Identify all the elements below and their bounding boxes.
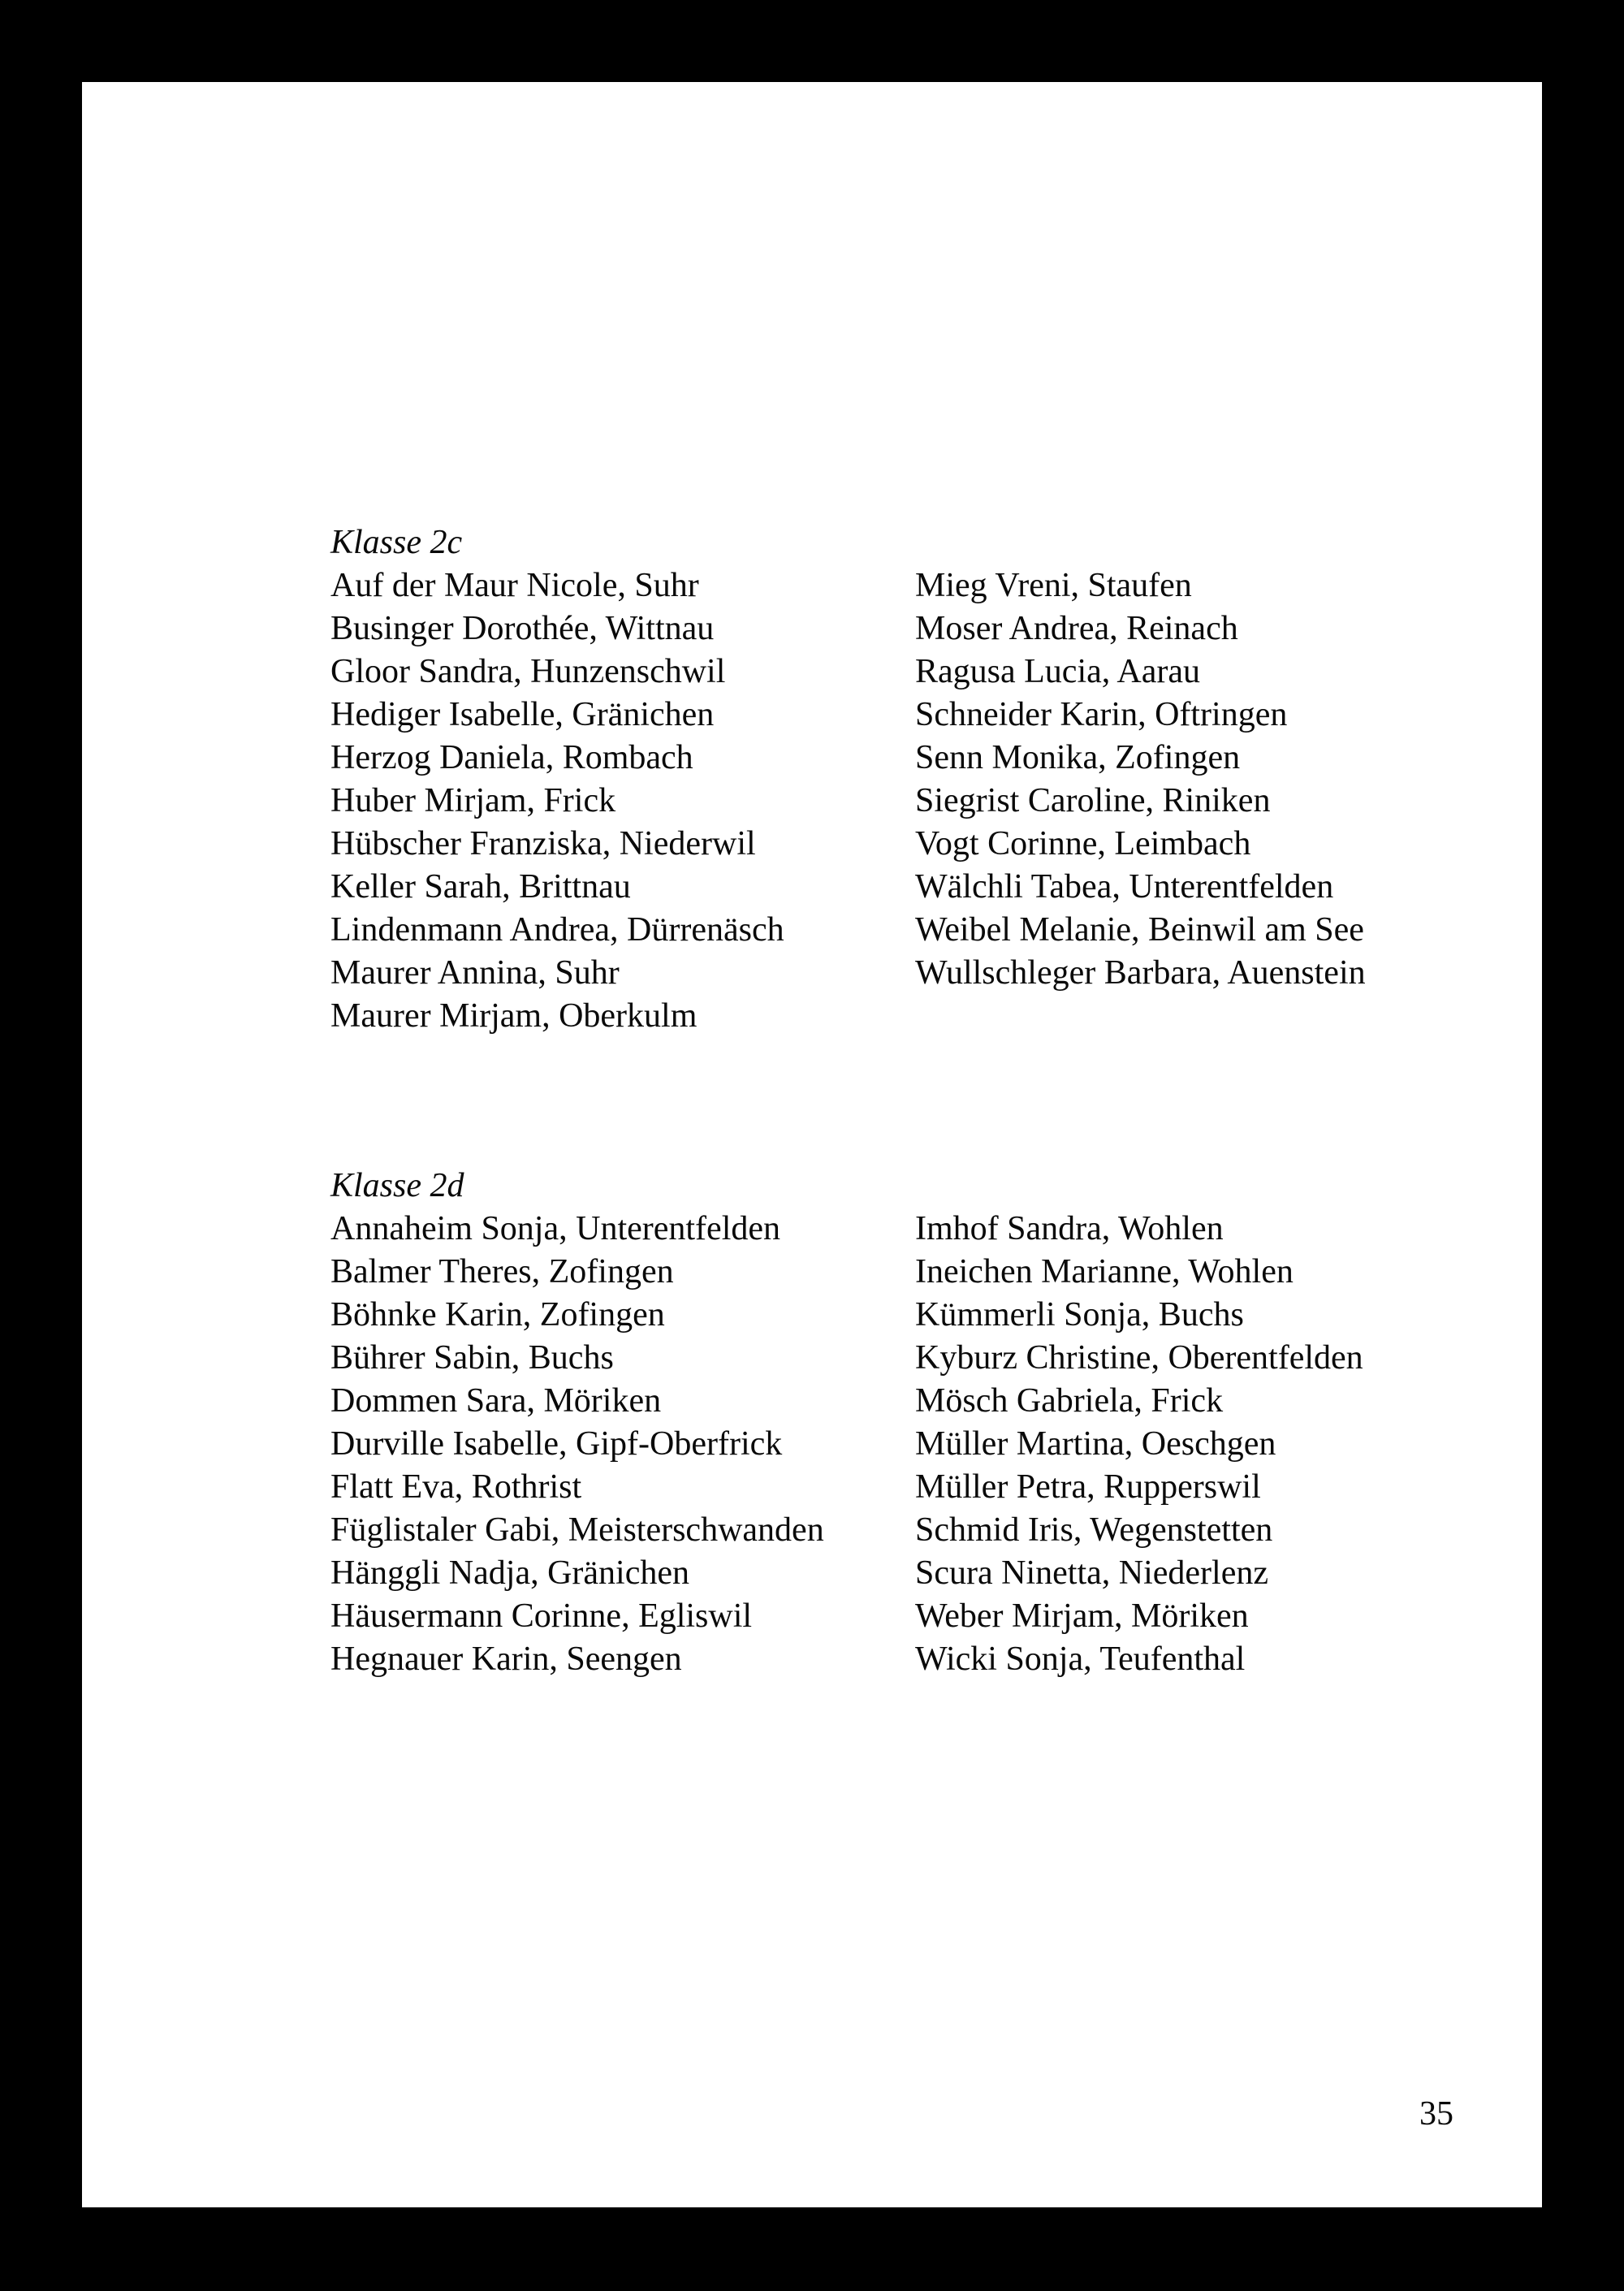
student-entry: Müller Martina, Oeschgen — [915, 1425, 1276, 1463]
student-entry: Hegnauer Karin, Seengen — [330, 1640, 682, 1678]
student-columns — [330, 564, 1500, 1052]
student-entry: Durville Isabelle, Gipf-Oberfrick — [330, 1425, 783, 1463]
student-entry: Huber Mirjam, Frick — [330, 782, 616, 819]
student-entry: Maurer Annina, Suhr — [330, 954, 620, 992]
student-entry: Senn Monika, Zofingen — [915, 739, 1241, 776]
student-entry: Schmid Iris, Wegenstetten — [915, 1511, 1273, 1549]
student-entry: Müller Petra, Rupperswil — [915, 1468, 1261, 1506]
student-entry: Siegrist Caroline, Riniken — [915, 782, 1271, 819]
student-entry: Häusermann Corinne, Egliswil — [330, 1597, 753, 1635]
class-section-2d — [330, 1165, 1500, 1695]
student-entry: Schneider Karin, Oftringen — [915, 696, 1288, 733]
class-section-2c — [330, 521, 1500, 1052]
student-entry: Herzog Daniela, Rombach — [330, 739, 693, 776]
student-entry: Annaheim Sonja, Unterentfelden — [330, 1210, 780, 1247]
student-entry: Böhnke Karin, Zofingen — [330, 1296, 665, 1334]
student-entry: Hübscher Franziska, Niederwil — [330, 825, 756, 862]
student-entry: Wicki Sonja, Teufenthal — [915, 1640, 1246, 1678]
student-entry: Keller Sarah, Brittnau — [330, 868, 631, 906]
student-entry: Auf der Maur Nicole, Suhr — [330, 567, 699, 604]
student-entry: Kyburz Christine, Oberentfelden — [915, 1339, 1363, 1377]
student-entry: Mieg Vreni, Staufen — [915, 567, 1192, 604]
class-title: Klasse 2c — [330, 524, 463, 561]
student-entry: Hediger Isabelle, Gränichen — [330, 696, 715, 733]
student-entry: Vogt Corinne, Leimbach — [915, 825, 1251, 862]
student-entry: Imhof Sandra, Wohlen — [915, 1210, 1224, 1247]
class-title: Klasse 2d — [330, 1167, 464, 1204]
student-entry: Flatt Eva, Rothrist — [330, 1468, 582, 1506]
student-entry: Mösch Gabriela, Frick — [915, 1382, 1224, 1420]
page-number: 35 — [1419, 2095, 1453, 2133]
student-entry: Ineichen Marianne, Wohlen — [915, 1253, 1294, 1290]
student-entry: Bührer Sabin, Buchs — [330, 1339, 614, 1377]
student-columns — [330, 1208, 1500, 1695]
student-list-left — [330, 1208, 824, 1681]
student-entry: Businger Dorothée, Wittnau — [330, 610, 715, 647]
student-entry: Scura Ninetta, Niederlenz — [915, 1554, 1268, 1592]
student-entry: Kümmerli Sonja, Buchs — [915, 1296, 1244, 1334]
student-entry: Wullschleger Barbara, Auenstein — [915, 954, 1366, 992]
student-list-right — [915, 564, 1366, 995]
student-entry: Ragusa Lucia, Aarau — [915, 653, 1201, 690]
student-entry: Maurer Mirjam, Oberkulm — [330, 997, 698, 1035]
student-list-left — [330, 564, 784, 1038]
student-entry: Wälchli Tabea, Unterentfelden — [915, 868, 1334, 906]
student-entry: Moser Andrea, Reinach — [915, 610, 1238, 647]
student-entry: Gloor Sandra, Hunzenschwil — [330, 653, 726, 690]
student-list-right — [915, 1208, 1363, 1681]
student-entry: Lindenmann Andrea, Dürrenäsch — [330, 911, 784, 949]
student-entry: Dommen Sara, Möriken — [330, 1382, 662, 1420]
student-entry: Füglistaler Gabi, Meisterschwanden — [330, 1511, 824, 1549]
student-entry: Hänggli Nadja, Gränichen — [330, 1554, 690, 1592]
student-entry: Balmer Theres, Zofingen — [330, 1253, 674, 1290]
student-entry: Weibel Melanie, Beinwil am See — [915, 911, 1364, 949]
student-entry: Weber Mirjam, Möriken — [915, 1597, 1249, 1635]
document-page — [82, 82, 1542, 2207]
